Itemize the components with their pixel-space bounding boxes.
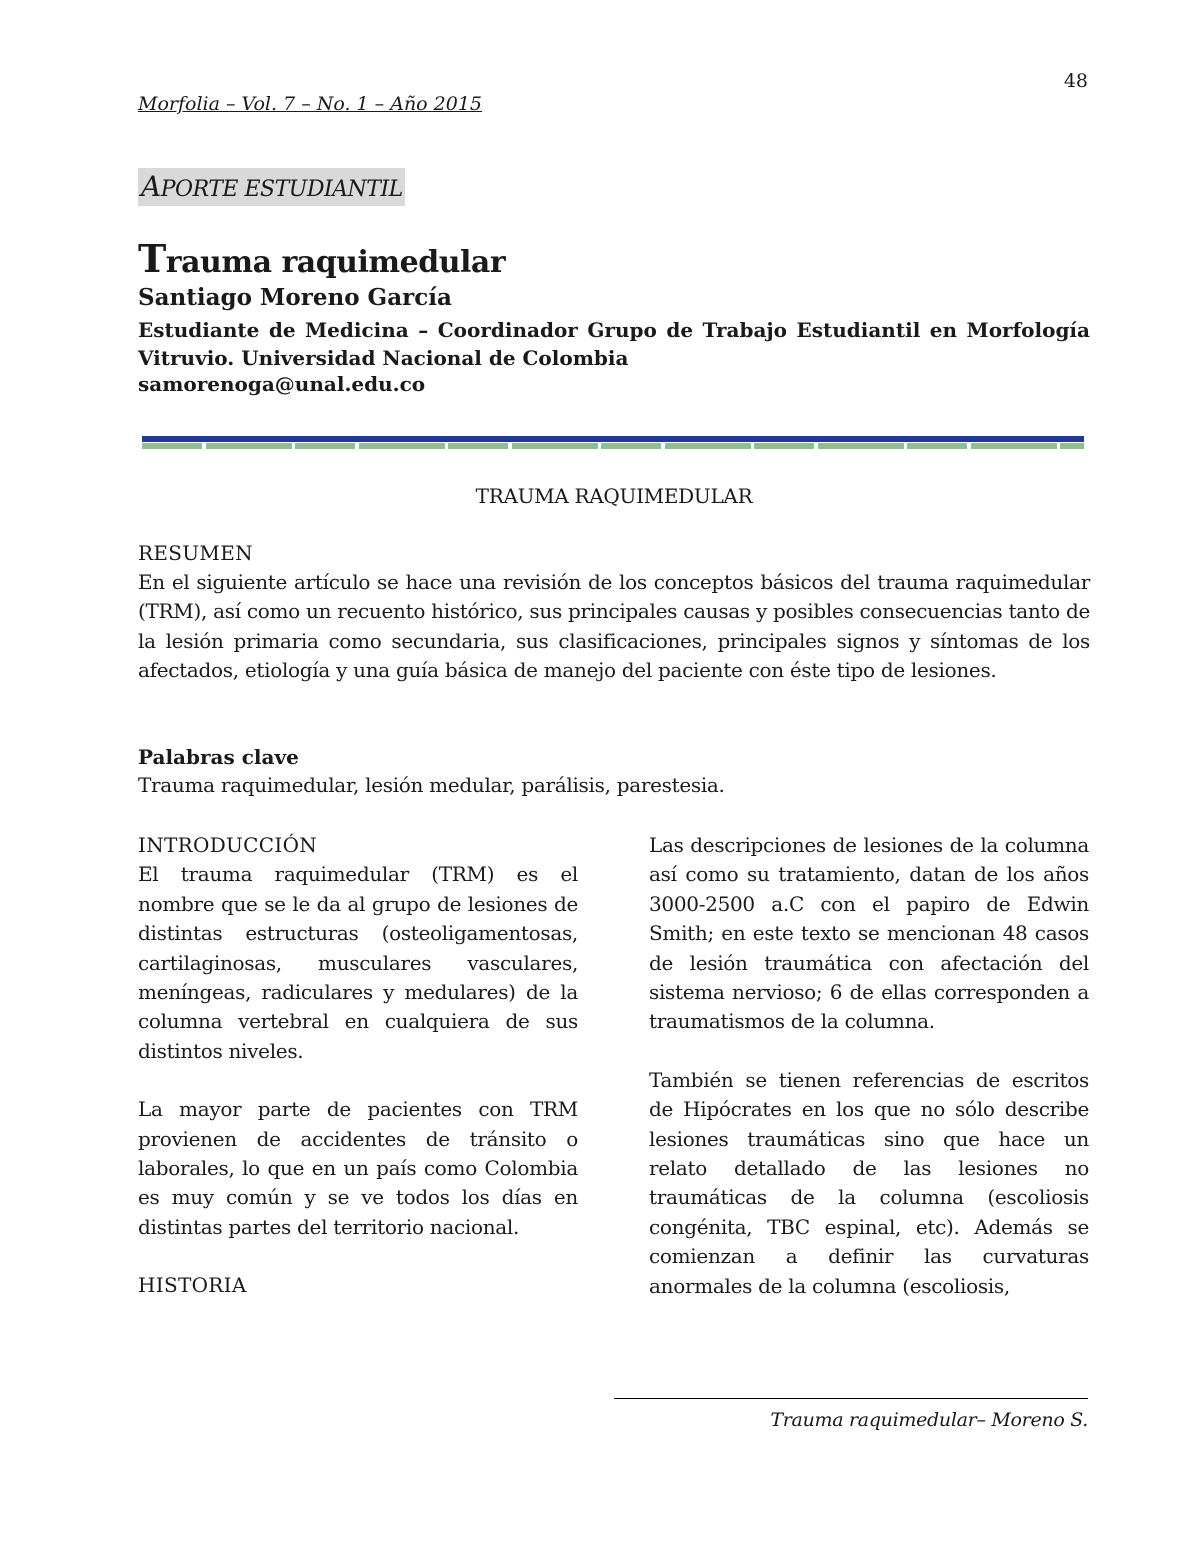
- main-title: TRAUMA RAQUIMEDULAR: [475, 484, 753, 508]
- author-email: samorenoga@unal.edu.co: [138, 372, 426, 396]
- header-divider-green: [142, 443, 1084, 449]
- section-tag-rest: PORTE ESTUDIANTIL: [160, 177, 403, 202]
- page-number: 48: [1063, 70, 1088, 92]
- left-column: [138, 831, 578, 1301]
- author-affiliation: Estudiante de Medicina – Coordinador Grupo de Trabajo Estudiantil en Morfología Vitruvio. Universidad Nacional de Colombia: [138, 318, 1090, 370]
- introduction-paragraph-1: El trauma raquimedular (TRM) es el nombre que se le da al grupo de lesiones de distintas estructuras (osteoligamentosas, cartilaginosas, musculares vasculares, meníngeas, radiculares y medulares) de la columna vertebral en cualquiera de sus distintos niveles.: [138, 862, 578, 1063]
- article-title-initial: T: [138, 236, 166, 281]
- keywords-heading: Palabras clave: [138, 745, 299, 769]
- section-tag-initial: A: [141, 170, 161, 203]
- history-paragraph-2: También se tienen referencias de escritos de Hipócrates en los que no sólo describe lesiones traumáticas sino que hace un relato detallado de las lesiones no traumáticas de la columna (escoliosis congénita, TBC espinal, etc). Además se comienzan a definir las curvaturas anormales de la columna (escoliosis,: [649, 1067, 1089, 1298]
- article-title: [138, 236, 505, 281]
- keywords-text: Trauma raquimedular, lesión medular, parálisis, parestesia.: [138, 773, 725, 797]
- section-tag: [138, 168, 405, 206]
- journal-header: Morfolia – Vol. 7 – No. 1 – Año 2015: [138, 93, 483, 115]
- right-column: [649, 831, 1089, 1301]
- article-title-rest: rauma raquimedular: [165, 245, 506, 280]
- introduction-heading: INTRODUCCIÓN: [138, 833, 318, 857]
- history-paragraph-1: Las descripciones de lesiones de la columna así como su tratamiento, datan de los años 3000-2500 a.C con el papiro de Edwin Smith; en este texto se mencionan 48 casos de lesión traumática con afectación del sistema nervioso; 6 de ellas corresponden a traumatismos de la columna.: [649, 833, 1089, 1034]
- author-name: Santiago Moreno García: [138, 284, 452, 311]
- introduction-paragraph-2: La mayor parte de pacientes con TRM provienen de accidentes de tránsito o laborales, lo que en un país como Colombia es muy común y se ve todos los días en distintas partes del territorio nacional.: [138, 1097, 578, 1239]
- header-divider-blue: [142, 436, 1084, 442]
- abstract-text: En el siguiente artículo se hace una revisión de los conceptos básicos del trauma raquimedular (TRM), así como un recuento histórico, sus principales causas y posibles consecuencias tanto de la lesión primaria como secundaria, sus clasificaciones, principales signos y síntomas de los afectados, etiología y una guía básica de manejo del paciente con éste tipo de lesiones.: [138, 570, 1090, 683]
- footer-running-title: Trauma raquimedular– Moreno S.: [770, 1409, 1088, 1431]
- footer-divider: [614, 1398, 1088, 1399]
- history-heading: HISTORIA: [138, 1273, 247, 1298]
- abstract-heading: RESUMEN: [138, 541, 253, 565]
